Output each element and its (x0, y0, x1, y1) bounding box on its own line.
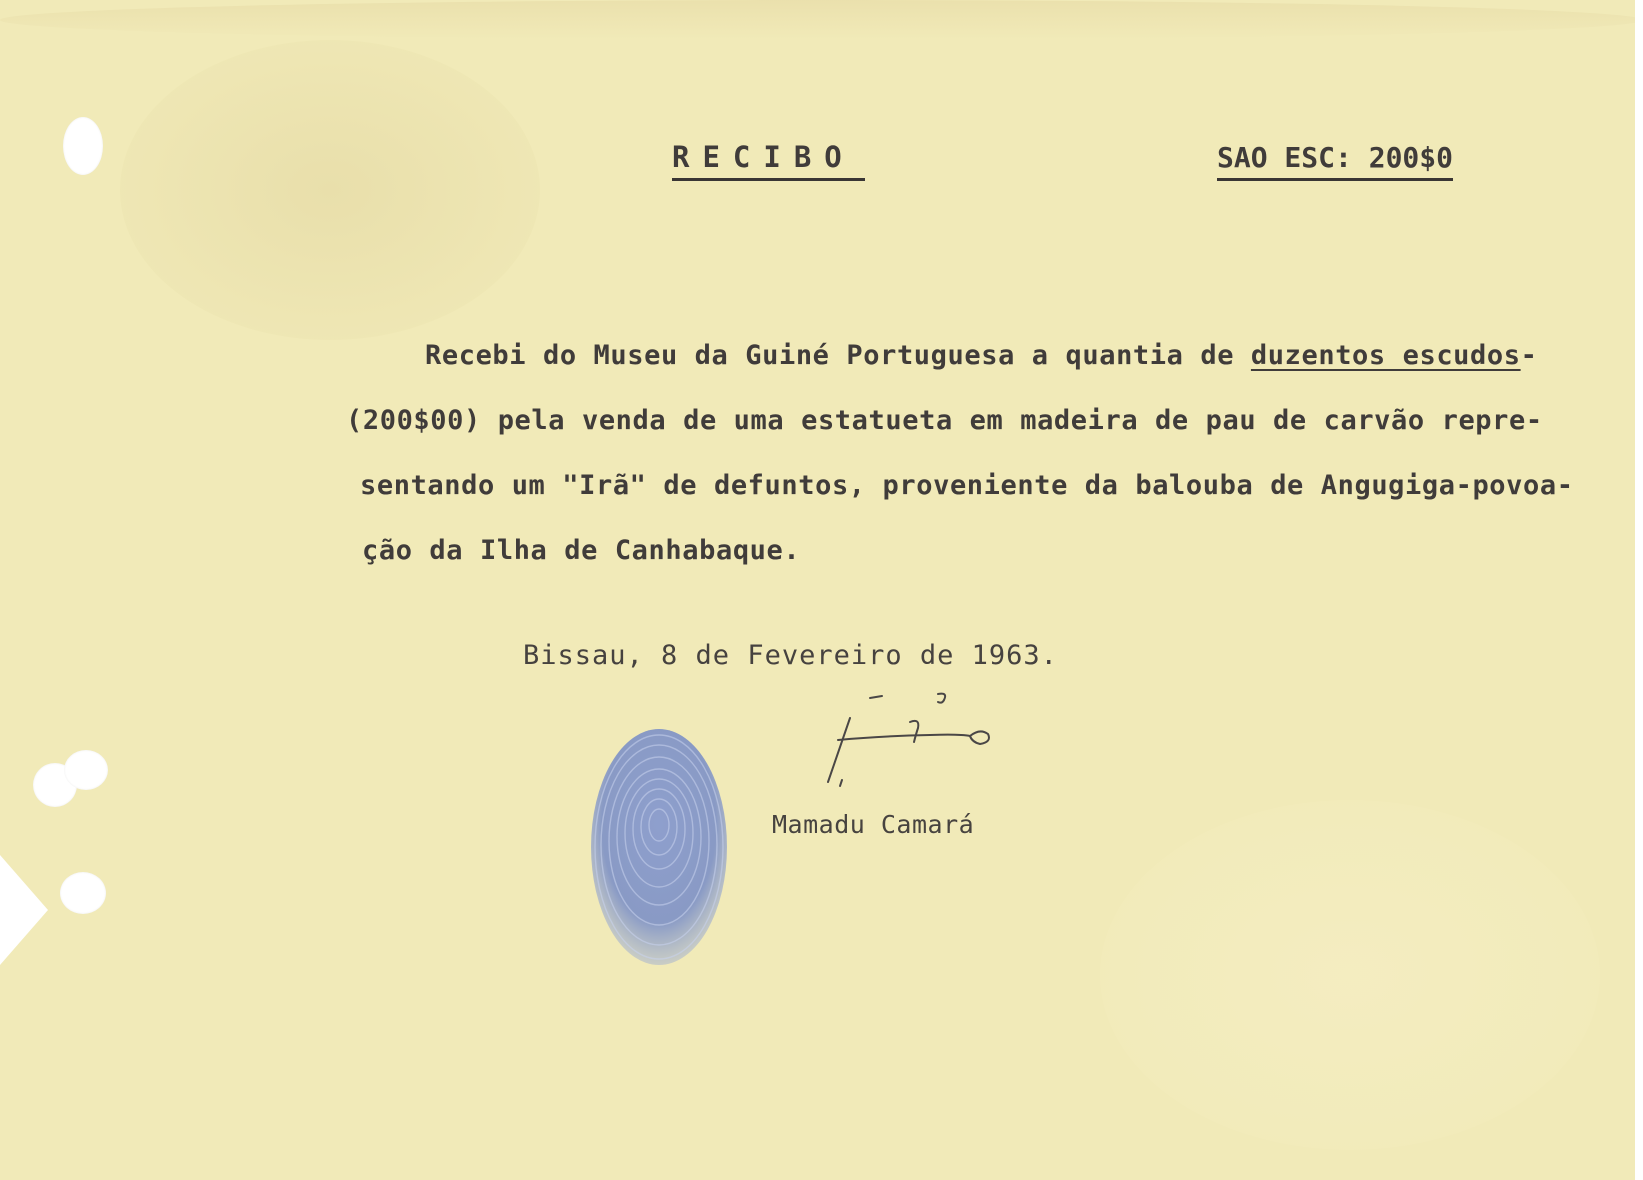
paper-stain (1100, 800, 1600, 1150)
body-line-2: (200$00) pela venda de uma estatueta em madeira de pau de carvão repre- (346, 405, 1543, 436)
fingerprint-image (588, 725, 731, 970)
signer-name: Mamadu Camará (772, 810, 975, 839)
place-and-date: Bissau, 8 de Fevereiro de 1963. (523, 640, 1058, 671)
punch-hole (64, 750, 108, 790)
punch-hole (60, 872, 106, 914)
handwritten-signature (820, 690, 1020, 800)
torn-edge (0, 855, 48, 965)
paper-stain (0, 0, 1643, 40)
punch-hole (63, 117, 103, 175)
body-line-3: sentando um "Irã" de defuntos, proveniente da balouba de Angugiga-povoa- (360, 470, 1574, 501)
body-line-4: ção da Ilha de Canhabaque. (362, 535, 801, 566)
paper-edge (1635, 0, 1643, 1180)
body-line-1-text: Recebi do Museu da Guiné Portuguesa a quantia de (425, 340, 1251, 371)
amount-header: SAO ESC: 200$0 (1217, 141, 1453, 181)
body-line-1-hyphen: - (1520, 340, 1538, 371)
paper-stain (120, 40, 540, 340)
amount-in-words: duzentos escudos (1250, 340, 1521, 371)
body-line-1 (425, 340, 1537, 371)
receipt-title: RECIBO (672, 140, 865, 181)
